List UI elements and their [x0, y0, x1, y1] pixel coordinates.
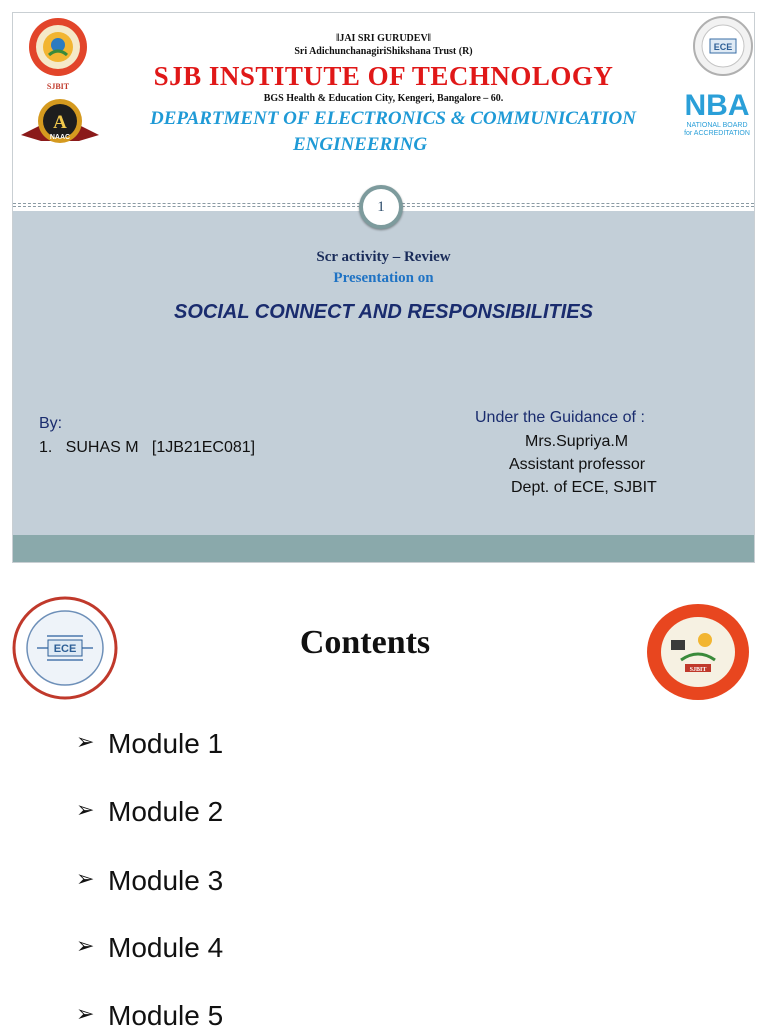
- sjbit-logo-label: SJBIT: [46, 82, 70, 91]
- title-slide[interactable]: [12, 12, 755, 563]
- department-name: DEPARTMENT OF ELECTRONICS & COMMUNICATION: [149, 108, 636, 129]
- naac-label: NAAC: [49, 134, 71, 141]
- nba-label: NBA: [684, 89, 750, 122]
- module-label: Module 1: [108, 728, 224, 759]
- module-list-item[interactable]: [76, 728, 223, 760]
- arrow-bullet-icon: ➢: [76, 1002, 95, 1027]
- slide-footer-bar: [13, 535, 754, 562]
- module-list-item[interactable]: [76, 865, 223, 897]
- nba-sub-label: NATIONAL BOARD: [686, 122, 748, 129]
- module-list-item[interactable]: [76, 796, 223, 828]
- arrow-bullet-icon: ➢: [76, 798, 95, 823]
- guide-designation: Assistant professor: [509, 456, 646, 473]
- naac-grade: A: [53, 112, 67, 133]
- guidance-label: Under the Guidance of :: [475, 409, 645, 426]
- contents-heading: Contents: [299, 624, 431, 661]
- activity-label: Scr activity – Review: [316, 249, 451, 265]
- nba-sub-label: for ACCREDITATION: [684, 130, 750, 137]
- header-trust: Sri AdichunchanagiriShikshana Trust (R): [294, 46, 473, 57]
- page-number: 1: [363, 189, 399, 225]
- module-label: Module 3: [108, 865, 224, 896]
- arrow-bullet-icon: ➢: [76, 730, 95, 755]
- guide-department: Dept. of ECE, SJBIT: [511, 479, 657, 496]
- contents-slide[interactable]: [0, 580, 768, 1031]
- team-member: 1. SUHAS M [1JB21EC081]: [39, 439, 256, 456]
- arrow-bullet-icon: ➢: [76, 934, 95, 959]
- arrow-bullet-icon: ➢: [76, 867, 95, 892]
- presentation-on-label: Presentation on: [333, 270, 434, 286]
- institute-address: BGS Health & Education City, Kengeri, Bangalore – 60.: [263, 93, 504, 104]
- header-invocation: ‖JAI SRI GURUDEV‖: [336, 33, 431, 44]
- module-label: Module 2: [108, 796, 224, 827]
- department-name: ENGINEERING: [292, 134, 428, 155]
- institute-name: SJB INSTITUTE OF TECHNOLOGY: [153, 61, 614, 91]
- sjbit-seal-label: SJBIT: [689, 667, 707, 673]
- page-number-badge: [359, 185, 403, 229]
- presentation-title: SOCIAL CONNECT AND RESPONSIBILITIES: [174, 301, 593, 323]
- module-label: Module 5: [108, 1000, 224, 1031]
- guide-name: Mrs.Supriya.M: [525, 433, 629, 450]
- ece-logo-label: ECE: [713, 42, 733, 52]
- by-label: By:: [39, 415, 63, 432]
- module-label: Module 4: [108, 932, 224, 963]
- ece-seal-label: ECE: [53, 643, 77, 655]
- module-list-item[interactable]: [76, 932, 223, 964]
- module-list-item[interactable]: [76, 1000, 223, 1032]
